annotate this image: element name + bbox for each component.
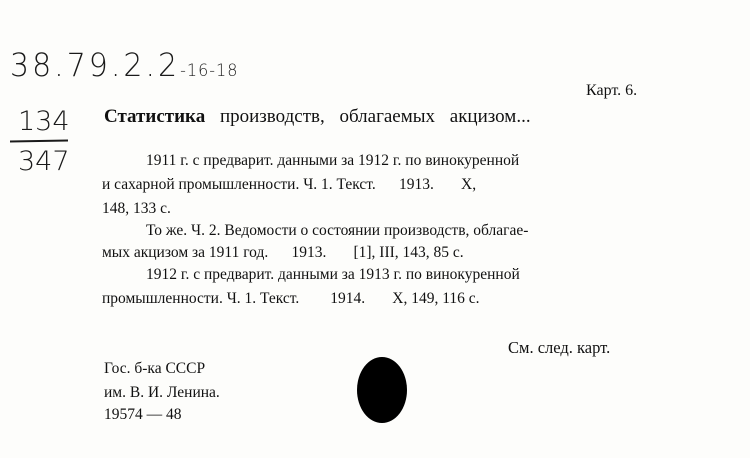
entry-line-4: То же. Ч. 2. Ведомости о состоянии производств, облагае-: [146, 222, 529, 239]
shelf-code-main: 38.79.2.2: [10, 46, 181, 85]
card-title: [104, 106, 531, 128]
shelf-code-suffix: -16-18: [180, 59, 239, 81]
entry-line-6: 1912 г. с предварит. данными за 1913 г. по винокуренной: [146, 266, 520, 283]
inventory-number-top: 134: [18, 106, 70, 137]
inventory-number-bottom: 347: [18, 146, 70, 177]
entry-line-7: промышленности. Ч. 1. Текст. 1914. X, 149, 116 с.: [102, 290, 480, 307]
inventory-divider: [10, 139, 68, 142]
entry-line-3: 148, 133 с.: [102, 200, 171, 217]
title-bold: Статистика: [104, 106, 206, 127]
title-rest: производств, облагаемых акцизом...: [219, 106, 531, 127]
entry-line-5: мых акцизом за 1911 год. 1913. [1], III, 143, 85 с.: [102, 244, 464, 261]
card-number: Карт. 6.: [586, 82, 638, 99]
punch-hole: [357, 357, 407, 423]
shelf-code: [10, 47, 238, 85]
entry-line-1: 1911 г. с предварит. данными за 1912 г. по винокуренной: [146, 152, 520, 169]
library-name: Гос. б-ка СССР: [104, 360, 206, 377]
library-dedication: им. В. И. Ленина.: [104, 384, 220, 401]
library-order-number: 19574 — 48: [104, 406, 182, 423]
entry-line-2: и сахарной промышленности. Ч. 1. Текст. 1913. X,: [102, 176, 477, 193]
see-next-card: См. след. карт.: [508, 338, 611, 357]
